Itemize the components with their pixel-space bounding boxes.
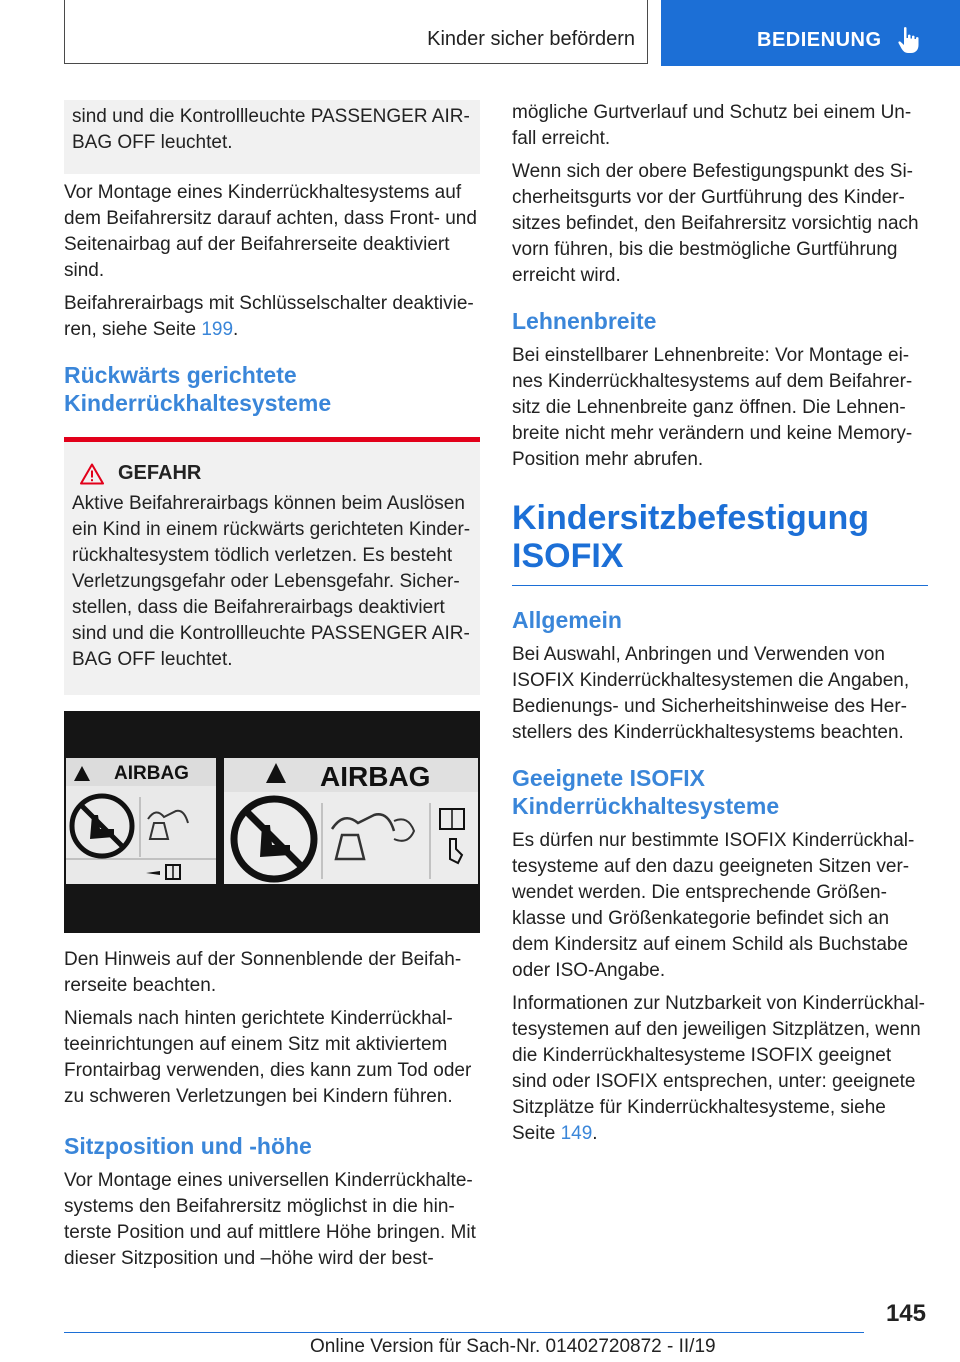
danger-warning-box (64, 437, 480, 695)
continued-warning-box (64, 100, 480, 174)
paragraph: Bei einstellbarer Lehnenbreite: Vor Montage ei-nes Kinderrückhaltesystems auf dem Beifahrer-sitz die Lehnenbreite ganz öffnen. Die Lehnen-breite nicht mehr verändern und keine Memory-Position mehr abrufen. (512, 345, 913, 470)
heading-rule (512, 585, 928, 586)
online-version-text: Online Version für Sach-Nr. 01402720872 - II/19 (310, 1336, 716, 1357)
label-text: AIRBAG (114, 763, 189, 784)
chapter-title: Kinder sicher befördern (427, 28, 635, 50)
section-heading: Rückwärts gerichtete Kinderrückhaltesysteme (64, 362, 332, 416)
warning-text: Aktive Beifahrerairbags können beim Auslösen ein Kind in einem rückwärts gerichteten Kinder-rückhaltesystem tödlich verletzen. Es besteht Verletzungsgefahr oder Lebensgefahr. Sicher-stellen, dass die Beifahrerairbags deaktiviert sind und die Kontrollleuchte PASSENGER AIR-BAG OFF leuchtet. (72, 493, 471, 670)
section-heading: Geeignete ISOFIX Kinderrückhaltesysteme (512, 765, 780, 819)
section-heading: Lehnenbreite (512, 308, 657, 334)
paragraph: Bei Auswahl, Anbringen und Verwenden von ISOFIX Kinderrückhaltesystemen die Angaben, Bedienungs- und Sicherheitshinweise des Her-stellers des Kinderrückhaltesystems beachten. (512, 644, 910, 743)
paragraph: Es dürfen nur bestimmte ISOFIX Kinderrückhal-tesysteme auf den dazu geeigneten Sitzen ver-wendet werden. Die entsprechende Größen-klasse und Größenkategorie befindet sich an dem Kindersitz auf einem Schild als Buchstabe oder ISO-Angabe. (512, 830, 915, 981)
punctuation: . (592, 1123, 598, 1144)
right-column (512, 100, 928, 1154)
warning-label: GEFAHR (118, 462, 202, 484)
label-text: AIRBAG (320, 761, 431, 792)
paragraph (64, 291, 480, 343)
paragraph (512, 991, 928, 1147)
page-link[interactable]: 199 (201, 319, 234, 340)
section-heading: Sitzposition und -höhe (64, 1133, 312, 1159)
warning-body (64, 442, 480, 695)
hand-pointer-icon (897, 26, 921, 54)
paragraph: Niemals nach hinten gerichtete Kinderrückhal-teeinrichtungen auf einem Sitz mit aktiviertem Frontairbag verwenden, dies kann zum Tod oder zu schweren Verletzungen bei Kindern führen. (64, 1008, 472, 1107)
page-header (0, 0, 960, 66)
paragraph: mögliche Gurtverlauf und Schutz bei einem Un-fall erreicht. (512, 102, 912, 149)
chapter-heading: Kindersitzbefestigung ISOFIX (512, 499, 870, 575)
page-number: 145 (885, 1300, 926, 1327)
paragraph: Vor Montage eines universellen Kinderrückhalte-systems den Beifahrersitz möglichst in die hin-terste Position und auf mittlere Höhe bringen. Mit dieser Sitzposition und –höhe wird der best- (64, 1170, 476, 1269)
paragraph: Wenn sich der obere Befestigungspunkt des Si-cherheitsgurts vor der Gurtführung des Kinder-sitzes befindet, den Beifahrersitz vorsichtig nach vorn führen, bis die bestmögliche Gurtführung erreicht wird. (512, 161, 919, 286)
section-title: BEDIENUNG (757, 29, 882, 51)
footer-rule (64, 1332, 864, 1333)
header-chapter-tab (64, 0, 648, 64)
section-heading: Allgemein (512, 607, 622, 633)
warning-triangle-icon (80, 463, 104, 485)
warning-header (72, 462, 472, 485)
paragraph: Den Hinweis auf der Sonnenblende der Beifah-rerseite beachten. (64, 949, 462, 996)
left-column (64, 100, 480, 1279)
page-link[interactable]: 149 (560, 1123, 593, 1144)
paragraph: sind und die Kontrollleuchte PASSENGER AIR-BAG OFF leuchtet. (72, 106, 470, 153)
punctuation: . (233, 319, 239, 340)
paragraph-text: Beifahrerairbags mit Schlüsselschalter deaktivie-ren, siehe Seite (64, 293, 474, 340)
paragraph: Vor Montage eines Kinderrückhaltesystems auf dem Beifahrersitz darauf achten, dass Front- und Seitenairbag auf der Beifahrerseite deaktiviert sind. (64, 182, 477, 281)
paragraph-text: Informationen zur Nutzbarkeit von Kinderrückhal-tesystemen auf den jeweiligen Sitzplätzen, wenn die Kinderrückhaltesysteme ISOFIX geeignet sind oder ISOFIX entsprechen, unter: geeignete Sitzplätze für Kinderrückhaltesysteme, siehe Seite (512, 993, 925, 1144)
airbag-label-photo (64, 711, 480, 933)
airbag-sticker-illustration (64, 711, 480, 933)
header-section-tab (661, 0, 960, 66)
